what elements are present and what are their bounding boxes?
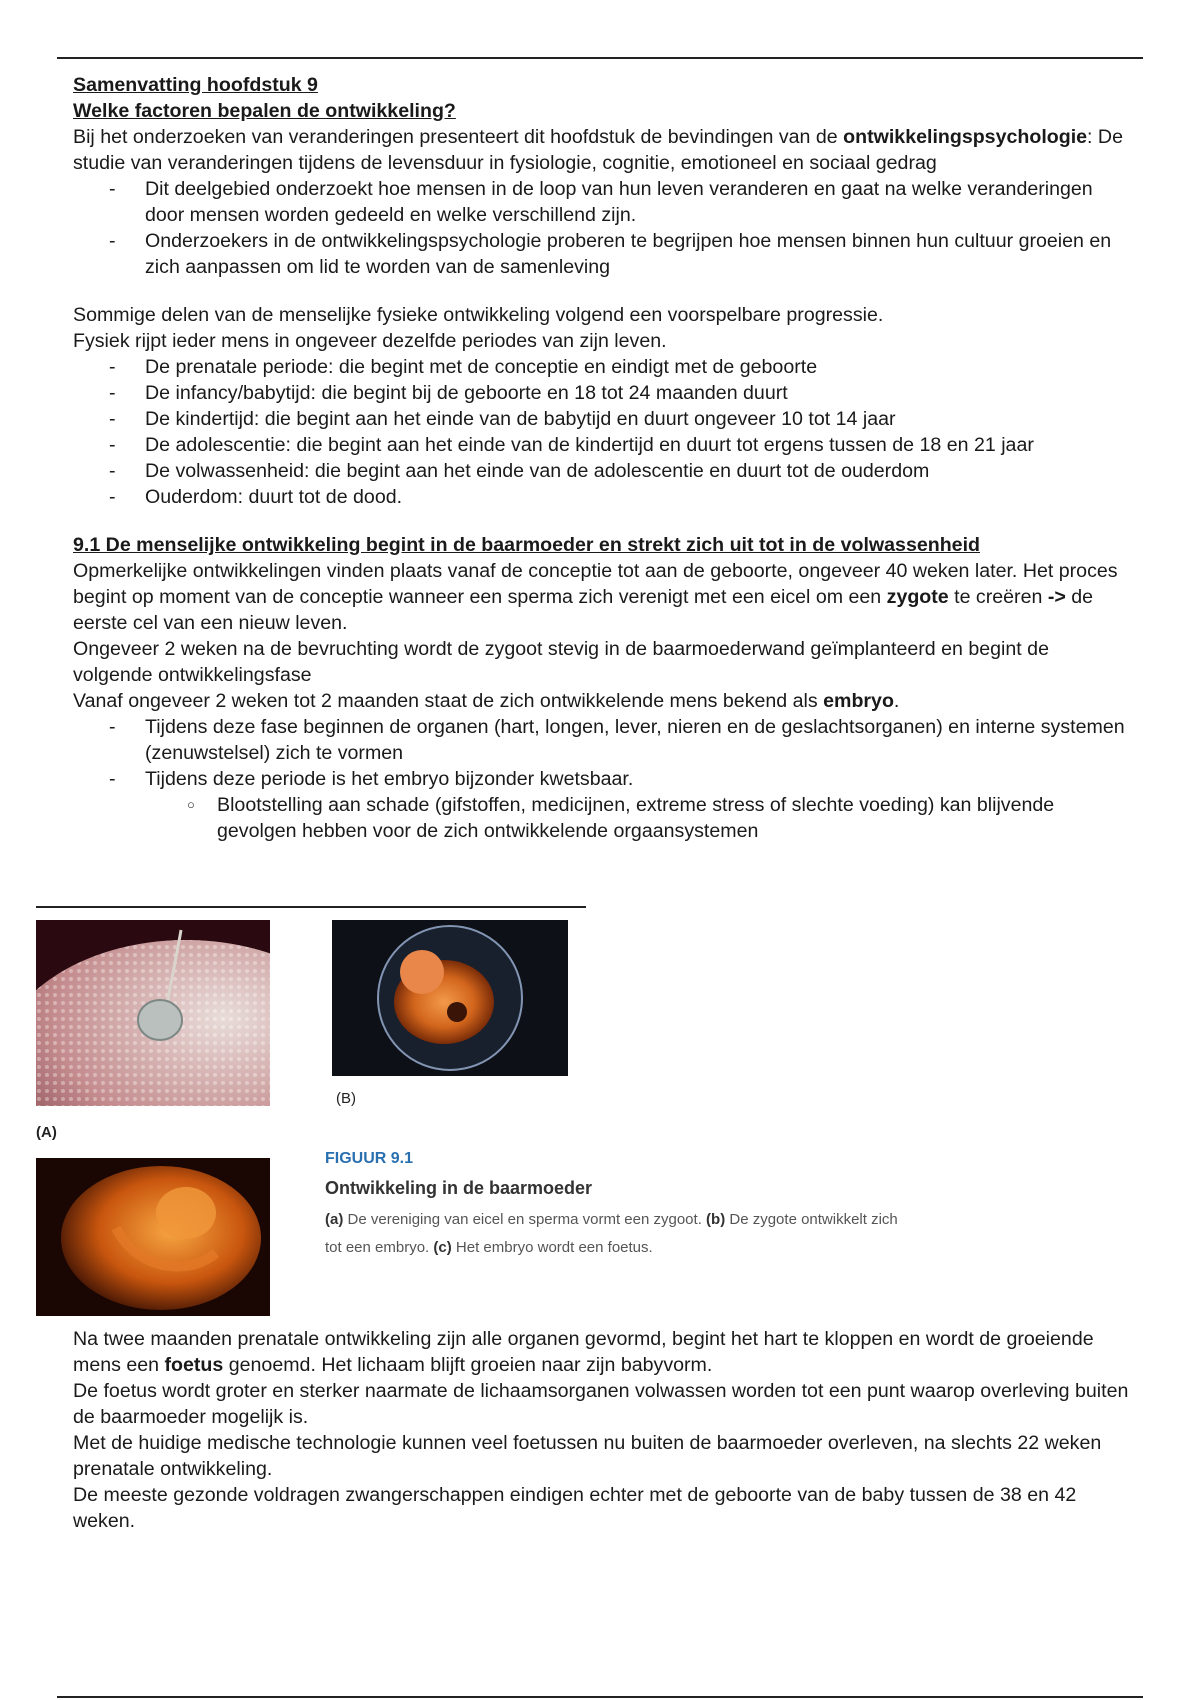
figure-caption: (a) De vereniging van eicel en sperma vormt een zygoot. (b) De zygote ontwikkelt zich tot een embryo. (c) Het embryo wordt een foetus.: [325, 1211, 898, 1256]
list-item: ○ Blootstelling aan schade (gifstoffen, medicijnen, extreme stress of slechte voeding) kan blijvende gevolgen hebben voor de zich ontwikkelende orgaansystemen: [217, 792, 1133, 844]
intro-paragraph: Bij het onderzoeken van veranderingen presenteert dit hoofdstuk de bevindingen van de ontwikkelingspsychologie: De studie van veranderingen tijdens de levensduur in fysiologie, cognitie, emotioneel en sociaal gedrag: [73, 126, 1123, 174]
figure-separator: [36, 906, 586, 908]
arrow-text: ->: [1047, 586, 1066, 608]
top-rule: [57, 57, 1143, 59]
section-heading-9-1: 9.1 De menselijke ontwikkeling begint in de baarmoeder en strekt zich uit tot in de volwassenheid: [73, 534, 980, 556]
periods-bullet-list: [73, 354, 1133, 510]
sperm-egg-photo: [36, 920, 270, 1106]
closing-paragraph-4: De meeste gezonde voldragen zwangerschappen eindigen echter met de geboorte van de baby tussen de 38 en 42 weken.: [73, 1484, 1077, 1532]
doc-title: Samenvatting hoofdstuk 9: [73, 74, 318, 96]
figure-label-a: (A): [36, 1124, 57, 1141]
closing-paragraph-1: Na twee maanden prenatale ontwikkeling zijn alle organen gevormd, begint het hart te kloppen en wordt de groeiende mens een foetus genoemd. Het lichaam blijft groeien naar zijn babyvorm.: [73, 1328, 1094, 1376]
periods-paragraph-1: Sommige delen van de menselijke fysieke ontwikkeling volgend een voorspelbare progressie.: [73, 304, 884, 326]
figure-label-b: (B): [336, 1090, 356, 1107]
closing-paragraph-2: De foetus wordt groter en sterker naarmate de lichaamsorganen volwassen worden tot een punt waarop overleving buiten de baarmoeder mogelijk is.: [73, 1380, 1129, 1428]
section-paragraph-1: Opmerkelijke ontwikkelingen vinden plaats vanaf de conceptie tot aan de geboorte, ongeveer 40 weken later. Het proces begint op moment van de conceptie wanneer een sperma zich verenigt met een eicel om een zygote te creëren -> de eerste cel van een nieuw leven.: [73, 560, 1118, 634]
section-paragraph-2: Ongeveer 2 weken na de bevruchting wordt de zygoot stevig in de baarmoederwand geïmplanteerd en begint de volgende ontwikkelingsfase: [73, 638, 1049, 686]
periods-paragraph-2: Fysiek rijpt ieder mens in ongeveer dezelfde periodes van zijn leven.: [73, 330, 667, 352]
section-bullet-list: [73, 714, 1133, 844]
term-ontwikkelingspsychologie: ontwikkelingspsychologie: [843, 126, 1088, 148]
section-paragraph-3: Vanaf ongeveer 2 weken tot 2 maanden staat de zich ontwikkelende mens bekend als embryo.: [73, 690, 900, 712]
list-item: - Ouderdom: duurt tot de dood.: [145, 484, 1133, 510]
intro-bullet-list: [73, 176, 1133, 280]
bottom-rule: [57, 1696, 1143, 1698]
foetus-photo: [36, 1158, 270, 1316]
closing-text: [73, 1326, 1133, 1534]
list-item: - De adolescentie: die begint aan het einde van de kindertijd en duurt tot ergens tussen de 18 en 21 jaar: [145, 432, 1133, 458]
list-item: - Tijdens deze periode is het embryo bijzonder kwetsbaar. ○ Blootstelling aan schade (gifstoffen, medicijnen, extreme stress of slechte voeding) kan blijvende gevolgen hebben voor de zich ontwikkelende orgaansystemen: [145, 766, 1133, 844]
doc-subtitle: Welke factoren bepalen de ontwikkeling?: [73, 100, 456, 122]
sub-bullet-list: [145, 792, 1133, 844]
list-item: - De volwassenheid: die begint aan het einde van de adolescentie en duurt tot de ouderdom: [145, 458, 1133, 484]
embryo-photo: [332, 920, 568, 1076]
term-zygote: zygote: [886, 586, 949, 608]
term-embryo: embryo: [823, 690, 894, 712]
closing-paragraph-3: Met de huidige medische technologie kunnen veel foetussen nu buiten de baarmoeder overleven, na slechts 22 weken prenatale ontwikkeling.: [73, 1432, 1102, 1480]
summary-text: [73, 72, 1133, 844]
list-item: - De prenatale periode: die begint met de conceptie en eindigt met de geboorte: [145, 354, 1133, 380]
list-item: - Onderzoekers in de ontwikkelingspsychologie proberen te begrijpen hoe mensen binnen hun cultuur groeien en zich aanpassen om lid te worden van de samenleving: [145, 228, 1133, 280]
list-item: - Tijdens deze fase beginnen de organen (hart, longen, lever, nieren en de geslachtsorganen) en interne systemen (zenuwstelsel) zich te vormen: [145, 714, 1133, 766]
term-foetus: foetus: [164, 1354, 224, 1376]
figure-title: Ontwikkeling in de baarmoeder: [325, 1178, 593, 1198]
list-item: - De infancy/babytijd: die begint bij de geboorte en 18 tot 24 maanden duurt: [145, 380, 1133, 406]
list-item: - Dit deelgebied onderzoekt hoe mensen in de loop van hun leven veranderen en gaat na welke veranderingen door mensen worden gedeeld en welke verschillend zijn.: [145, 176, 1133, 228]
list-item: - De kindertijd: die begint aan het einde van de babytijd en duurt ongeveer 10 tot 14 jaar: [145, 406, 1133, 432]
figure-number: FIGUUR 9.1: [325, 1150, 414, 1167]
